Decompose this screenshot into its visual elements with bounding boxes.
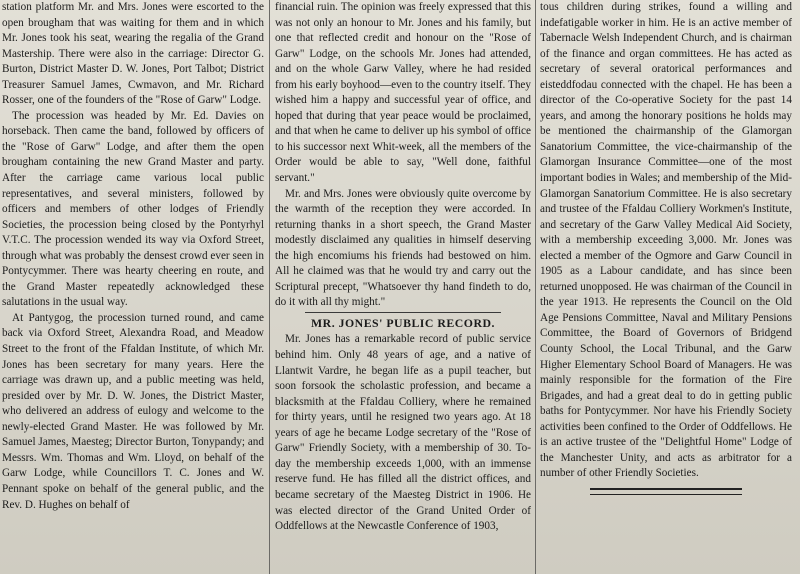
column-divider <box>269 0 270 574</box>
column-1 <box>2 0 264 574</box>
paragraph: station platform Mr. and Mrs. Jones were escorted to the open brougham that was waiting for them and in which Mr. Jones took his seat, wearing the regalia of the Grand Mastership. There were also in the carriage: Director G. Burton, District Master D. W. Jones, Port Talbot; District Treasurer Samuel James, Cwmavon, and Mr. Richard Rosser, one of the founders of the "Rose of Garw" Lodge. <box>2 1 264 107</box>
section-rule <box>305 312 501 313</box>
paragraph: tous children during strikes, found a willing and indefatigable worker in him. He is an active member of Tabernacle Welsh Independent Church, and is chairman of the finance and organ committees. He has acted as secretary of several oratorical performances and eisteddfodau connected with the chapel. He has been a director of the Co-operative Society for the past 14 years, and among the honorary positions he holds may be mentioned the chairmanship of the Glamorgan Sanatorium Committee, the vice-chairmanship of the Glamorgan Insurance Committee—one of the most important bodies in Wales; and membership of the Mid-Glamorgan Sanatorium Committee. He is also secretary and trustee of the Ffaldau Colliery Workmen's Institute, and secretary of the Garw Valley Medical Aid Society, with a membership exceeding 3,000. Mr. Jones was elected a member of the Ogmore and Garw Council in 1905 as a Labour candidate, and has since been returned unopposed. He was chairman of the Council in the year 1913. He represents the Council on the Old Age Pensions Committee, Naval and Military Pensions Committee, the Board of Governors of Bridgend County School, the Local Tribunal, and the Garw Higher Elementary School Board of Managers. He was mainly responsible for the formation of the Fire Brigades, and had a great deal to do in getting public baths for Pontycymmer. Nor have his Friendly Society activities been confined to the Order of Oddfellows. He is an active trustee of the "Delightful Home" Lodge of the Manchester Unity, and acts as arbitrator for a number of other Friendly Societies. <box>540 1 792 480</box>
column-2 <box>275 0 531 574</box>
section-heading: MR. JONES' PUBLIC RECORD. <box>311 315 495 330</box>
paragraph: Mr. Jones has a remarkable record of public service behind him. Only 48 years of age, and a native of Llantwit Vardre, he began life as a pupil teacher, but soon forsook the scholastic profession, and became a blacksmith at the Ffaldau Colliery, where he remained for thirty years, until he resigned two years ago. At 18 years of age he became Lodge secretary of the "Rose of Garw" Friendly Society, with a membership of 30. To-day the membership exceeds 1,000, with an immense reserve fund. He has filled all the district offices, and became secretary of the Maesteg District in 1906. He was elected director of the Grand United Order of Oddfellows at the Newcastle Conference of 1903, <box>275 333 531 533</box>
paragraph: The procession was headed by Mr. Ed. Davies on horseback. Then came the band, followed by officers of the "Rose of Garw" Lodge, and after them the open brougham containing the new Grand Master and party. After the carriage came various local public representatives, and several ministers, followed by officers and members of other lodges of Friendly Societies, the procession being closed by the Pontyrhyl V.T.C. The procession wended its way via Oxford Street, through what was probably the densest crowd ever seen in Pontycymmer. There was hearty cheering en route, and the Grand Master repeatedly acknowledged these salutations in the usual way. <box>2 109 264 309</box>
paragraph: Mr. and Mrs. Jones were obviously quite overcome by the warmth of the reception they were accorded. In returning thanks in a short speech, the Grand Master modestly disclaimed any qualities in himself deserving the high encomiums his friends had bestowed on him. All he claimed was that he would try and carry out the Scriptural precept, "Whatsoever thy hand findeth to do, do it with all thy might." <box>275 187 531 309</box>
article-end-rule <box>590 488 742 495</box>
column-3 <box>540 0 792 574</box>
column-divider <box>535 0 536 574</box>
paragraph: financial ruin. The opinion was freely expressed that this was not only an honour to Mr. Jones and his family, but one that reflected credit and honour on the "Rose of Garw" Lodge, on the schools Mr. Jones had attended, and on the whole Garw Valley, where he had resided from his early boyhood—even to the country itself. They wished him a happy and successful year of office, and hoped that during that year peace would be proclaimed, and that when he came to deliver up his symbol of office to his successor next Whit-week, all the members of the Order would be able to say, "Well done, faithful servant." <box>275 1 531 185</box>
paragraph: At Pantygog, the procession turned round, and came back via Oxford Street, Alexandra Road, and Meadow Street to the front of the Ffaldan Institute, of which Mr. Jones has been secretary for many years. Here the carriage was drawn up, and a public meeting was held, presided over by Mr. D. W. Jones, the District Master, who delivered an address of eulogy and welcome to the newly-elected Grand Master. He was followed by Mr. Samuel James, Maesteg; Director Burton, Tonypandy; and Messrs. Wm. Thomas and Wm. Lloyd, on behalf of the Garw Lodge, while Councillors T. C. Jones and W. Pennant spoke on behalf of the general public, and the Rev. D. Hughes on behalf of <box>2 311 264 511</box>
